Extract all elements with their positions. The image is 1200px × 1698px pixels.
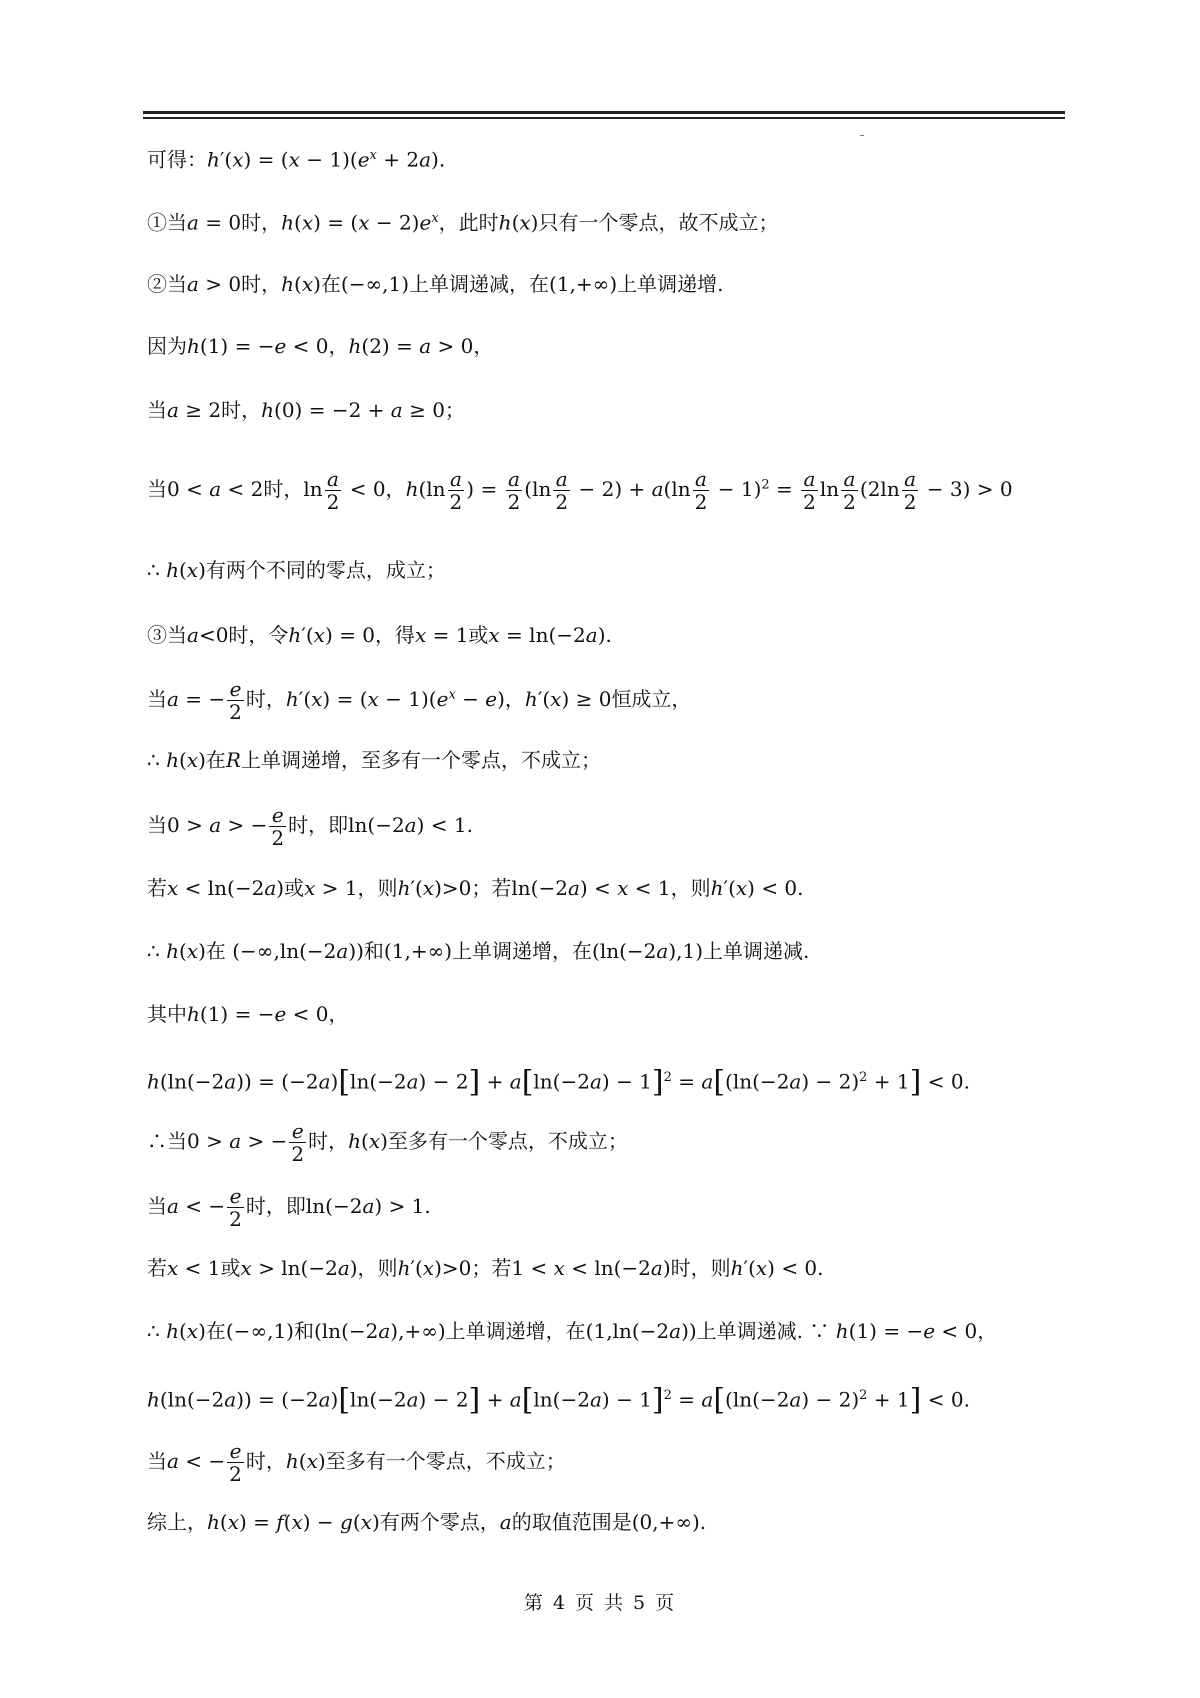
line-6: 当0 < a < 2时，ln $\frac{a}{2}$ < 0，h(ln $\frac{a}{2}$ ) = $\frac{a}{2}$ (ln $\frac{a}{2}$ − 2) + a(ln $\frac{a}{2}$ − 1)$^2$ = $\frac{a}{2}$ ln $\frac{a}{2}$ (2ln $\frac{a}{2}$ − 3) > 0 bbox=[147, 467, 1013, 514]
line-12: 若x < ln(−2a)或x > 1，则h′(x)>0；若ln(−2a) < x < 1，则h′(x) < 0. bbox=[147, 876, 804, 900]
line-1: 可得：$h'(x) = (x - 1)(e^x + 2a)$. bbox=[147, 147, 446, 172]
line-3: ②当a > 0时，h(x)在(−∞,1)上单调递减，在(1,+∞)上单调递增. bbox=[147, 272, 724, 296]
header-rule-thin bbox=[143, 117, 1065, 119]
line-22: 综上，h(x) = f(x) − g(x)有两个零点，a的取值范围是(0,+∞). bbox=[147, 1510, 707, 1534]
line-8: ③当a<0时，令h′(x) = 0，得x = 1或x = ln(−2a). bbox=[147, 623, 612, 647]
scan-speck bbox=[860, 135, 864, 136]
line-4: 因为h(1) = −e < 0，h(2) = a > 0， bbox=[147, 334, 494, 358]
line-7: ∴ h(x)有两个不同的零点，成立； bbox=[147, 558, 446, 582]
line-11: 当0 > a > − $\frac{e}{2}$ 时，即ln(−2a) < 1. bbox=[147, 803, 473, 850]
line-18: 若x < 1或x > ln(−2a)，则h′(x)>0；若1 < x < ln(−2a)时，则h′(x) < 0. bbox=[147, 1256, 824, 1280]
line-20: $h(\ln(-2a)) = (-2a)[\ln(-2a) - 2] + a[\ln(-2a) - 1]^2 = a[(\ln(-2a) - 2)^2 + 1] < 0$. bbox=[147, 1382, 970, 1418]
line-19: ∴ h(x)在(−∞,1)和(ln(−2a),+∞)上单调递增，在(1,ln(−2a))上单调递减. ∵ h(1) = −e < 0， bbox=[147, 1319, 998, 1343]
page-footer: 第 4 页 共 5 页 bbox=[523, 1592, 677, 1614]
line-9: 当a = − $\frac{e}{2}$ 时，$h'(x) = (x - 1)(e^x - e)$，h′(x) ≥ 0恒成立， bbox=[147, 677, 692, 724]
line-17: 当a < − $\frac{e}{2}$ 时，即ln(−2a) > 1. bbox=[147, 1184, 431, 1231]
line-16: ∴当0 > a > − $\frac{e}{2}$ 时，h(x)至多有一个零点，不成立； bbox=[147, 1119, 628, 1166]
line-2: ①当a = 0时，$h(x) = (x - 2)e^x$，此时h(x)只有一个零点，故不成立； bbox=[147, 210, 779, 235]
line-15: $h(\ln(-2a)) = (-2a)[\ln(-2a) - 2] + a[\ln(-2a) - 1]^2 = a[(\ln(-2a) - 2)^2 + 1] < 0$. bbox=[147, 1064, 970, 1100]
line-21: 当a < − $\frac{e}{2}$ 时，h(x)至多有一个零点，不成立； bbox=[147, 1439, 566, 1486]
line-13: ∴ h(x)在 (−∞,ln(−2a))和(1,+∞)上单调递增，在(ln(−2a),1)上单调递减. bbox=[147, 939, 810, 963]
header-rule-thick bbox=[143, 111, 1065, 114]
line-5: 当a ≥ 2时，h(0) = −2 + a ≥ 0； bbox=[147, 398, 465, 422]
line-10: ∴ h(x)在R上单调递增，至多有一个零点，不成立； bbox=[147, 748, 601, 772]
line-14: 其中h(1) = −e < 0， bbox=[147, 1002, 349, 1026]
